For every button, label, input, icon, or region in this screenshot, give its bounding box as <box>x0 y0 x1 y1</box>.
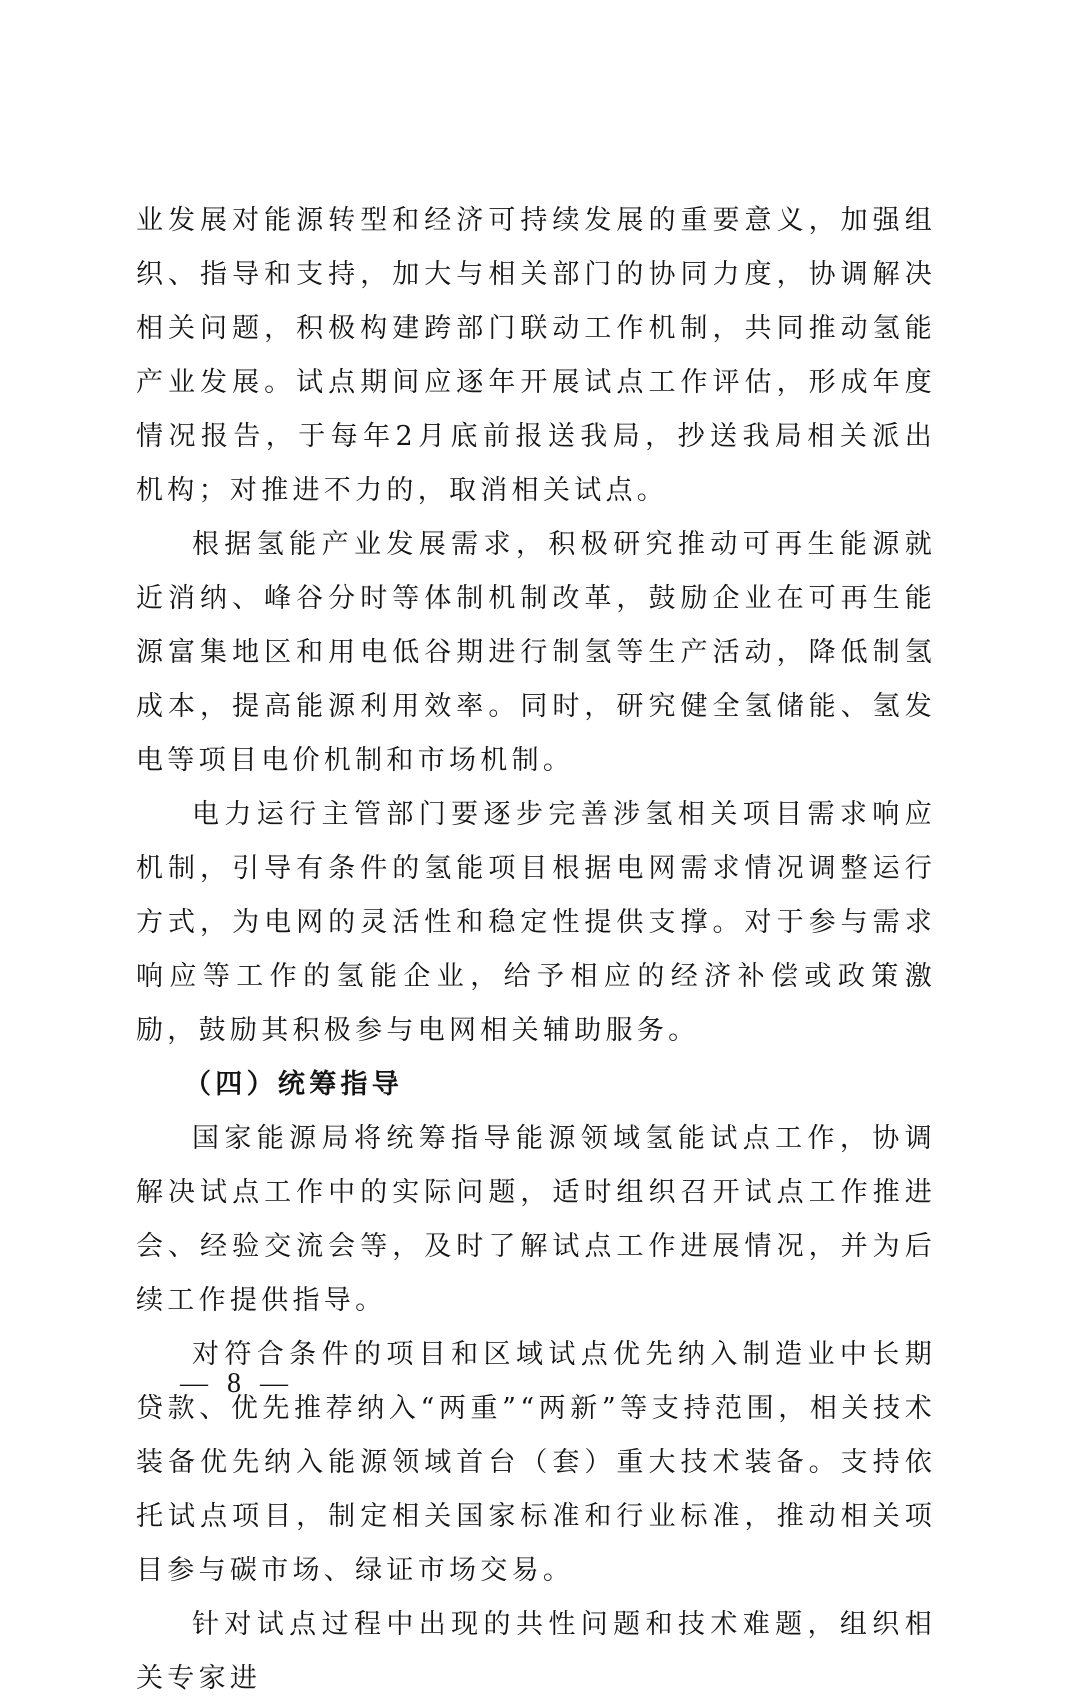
paragraph-electricity-price: 根据氢能产业发展需求，积极研究推动可再生能源就近消纳、峰谷分时等体制机制改革，鼓励企业在可再生能源富集地区和用电低谷期进行制氢等生产活动，降低制氢成本，提高能源利用效率。同时，研究健全氢储能、氢发电等项目电价机制和市场机制。 <box>136 529 936 776</box>
paragraph-coordination: 国家能源局将统筹指导能源领域氢能试点工作，协调解决试点工作中的实际问题，适时组织召开试点工作推进会、经验交流会等，及时了解试点工作进展情况，并为后续工作提供指导。 <box>136 1123 936 1316</box>
body-text <box>136 194 936 1706</box>
paragraph-experts: 针对试点过程中出现的共性问题和技术难题，组织相关专家进 <box>136 1609 936 1694</box>
page-number: — 8 — <box>180 1368 294 1399</box>
paragraph-demand-response: 电力运行主管部门要逐步完善涉氢相关项目需求响应机制，引导有条件的氢能项目根据电网需求情况调整运行方式，为电网的灵活性和稳定性提供支撑。对于参与需求响应等工作的氢能企业，给予相应的经济补偿或政策激励，鼓励其积极参与电网相关辅助服务。 <box>136 799 936 1046</box>
section-heading: （四）统筹指导 <box>184 1069 404 1100</box>
paragraph-support-policy: 对符合条件的项目和区域试点优先纳入制造业中长期贷款、优先推荐纳入“两重”“两新”等支持范围，相关技术装备优先纳入能源领域首台（套）重大技术装备。支持依托试点项目，制定相关国家标准和行业标准，推动相关项目参与碳市场、绿证市场交易。 <box>136 1339 936 1586</box>
paragraph-continuation: 业发展对能源转型和经济可持续发展的重要意义，加强组织、指导和支持，加大与相关部门的协同力度，协调解决相关问题，积极构建跨部门联动工作机制，共同推动氢能产业发展。试点期间应逐年开展试点工作评估，形成年度情况报告，于每年2月底前报送我局，抄送我局相关派出机构；对推进不力的，取消相关试点。 <box>136 205 936 506</box>
